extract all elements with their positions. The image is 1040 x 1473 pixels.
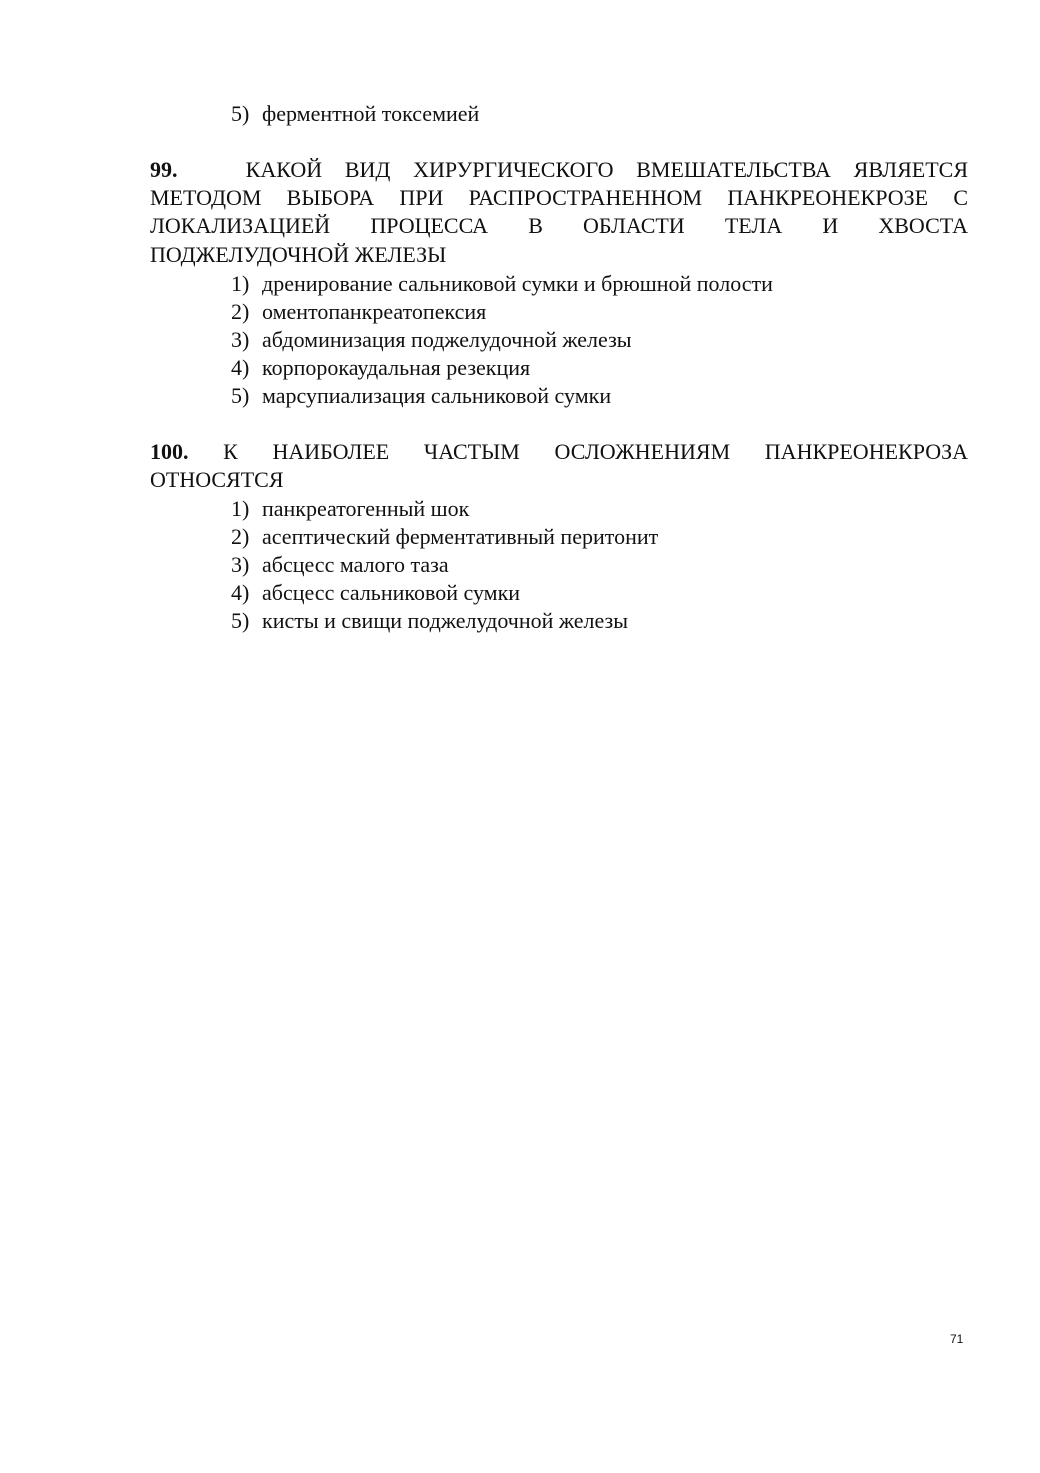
option-number: 3) — [231, 552, 250, 577]
option-number: 2) — [231, 524, 250, 549]
question-99-option-4 — [231, 354, 530, 382]
option-number: 4) — [231, 580, 250, 605]
option-number: 3) — [231, 327, 250, 352]
question-100-option-2 — [231, 523, 658, 551]
question-100-option-1 — [231, 495, 469, 523]
question-line — [150, 156, 968, 184]
option-text: дренирование сальниковой сумки и брюшной полости — [262, 271, 773, 296]
option-text: абсцесс малого таза — [262, 552, 449, 577]
question-100-option-4 — [231, 579, 520, 607]
option-text: абсцесс сальниковой сумки — [262, 580, 521, 605]
question-100-option-5 — [231, 607, 628, 635]
question-99-option-1 — [231, 270, 773, 298]
question-number: 100. — [150, 439, 189, 464]
question-99 — [150, 156, 968, 269]
option-text: асептический ферментативный перитонит — [262, 524, 659, 549]
prev-question-option-5 — [231, 100, 479, 128]
option-number: 2) — [231, 299, 250, 324]
question-line — [150, 438, 968, 466]
option-number: 5) — [231, 608, 250, 633]
question-100-option-3 — [231, 551, 449, 579]
option-text: корпорокаудальная резекция — [262, 355, 531, 380]
question-text: КАКОЙ ВИД ХИРУРГИЧЕСКОГО ВМЕШАТЕЛЬСТВА ЯВЛЯЕТСЯ — [245, 157, 968, 182]
question-number: 99. — [150, 157, 178, 182]
option-number: 1) — [231, 271, 250, 296]
question-100 — [150, 438, 968, 494]
question-line: ЛОКАЛИЗАЦИЕЙ ПРОЦЕССА В ОБЛАСТИ ТЕЛА И ХВОСТА — [150, 213, 968, 239]
option-text: оментопанкреатопексия — [262, 299, 487, 324]
option-number: 4) — [231, 355, 250, 380]
option-number: 5) — [231, 101, 250, 126]
option-text: панкреатогенный шок — [262, 496, 470, 521]
question-line: ОТНОСЯТСЯ — [150, 467, 284, 493]
option-text: кисты и свищи поджелудочной железы — [262, 608, 629, 633]
question-line: МЕТОДОМ ВЫБОРА ПРИ РАСПРОСТРАНЕННОМ ПАНКРЕОНЕКРОЗЕ С — [150, 185, 968, 211]
option-number: 5) — [231, 383, 250, 408]
question-99-option-3 — [231, 326, 632, 354]
option-text: марсупиализация сальниковой сумки — [262, 383, 612, 408]
question-text: К НАИБОЛЕЕ ЧАСТЫМ ОСЛОЖНЕНИЯМ ПАНКРЕОНЕКРОЗА — [223, 439, 968, 464]
page-number: 71 — [950, 1332, 964, 1346]
option-number: 1) — [231, 496, 250, 521]
question-line: ПОДЖЕЛУДОЧНОЙ ЖЕЛЕЗЫ — [150, 241, 447, 267]
question-99-option-5 — [231, 382, 611, 410]
question-99-option-2 — [231, 298, 486, 326]
option-text: абдоминизация поджелудочной железы — [262, 327, 632, 352]
option-text: ферментной токсемией — [262, 101, 480, 126]
